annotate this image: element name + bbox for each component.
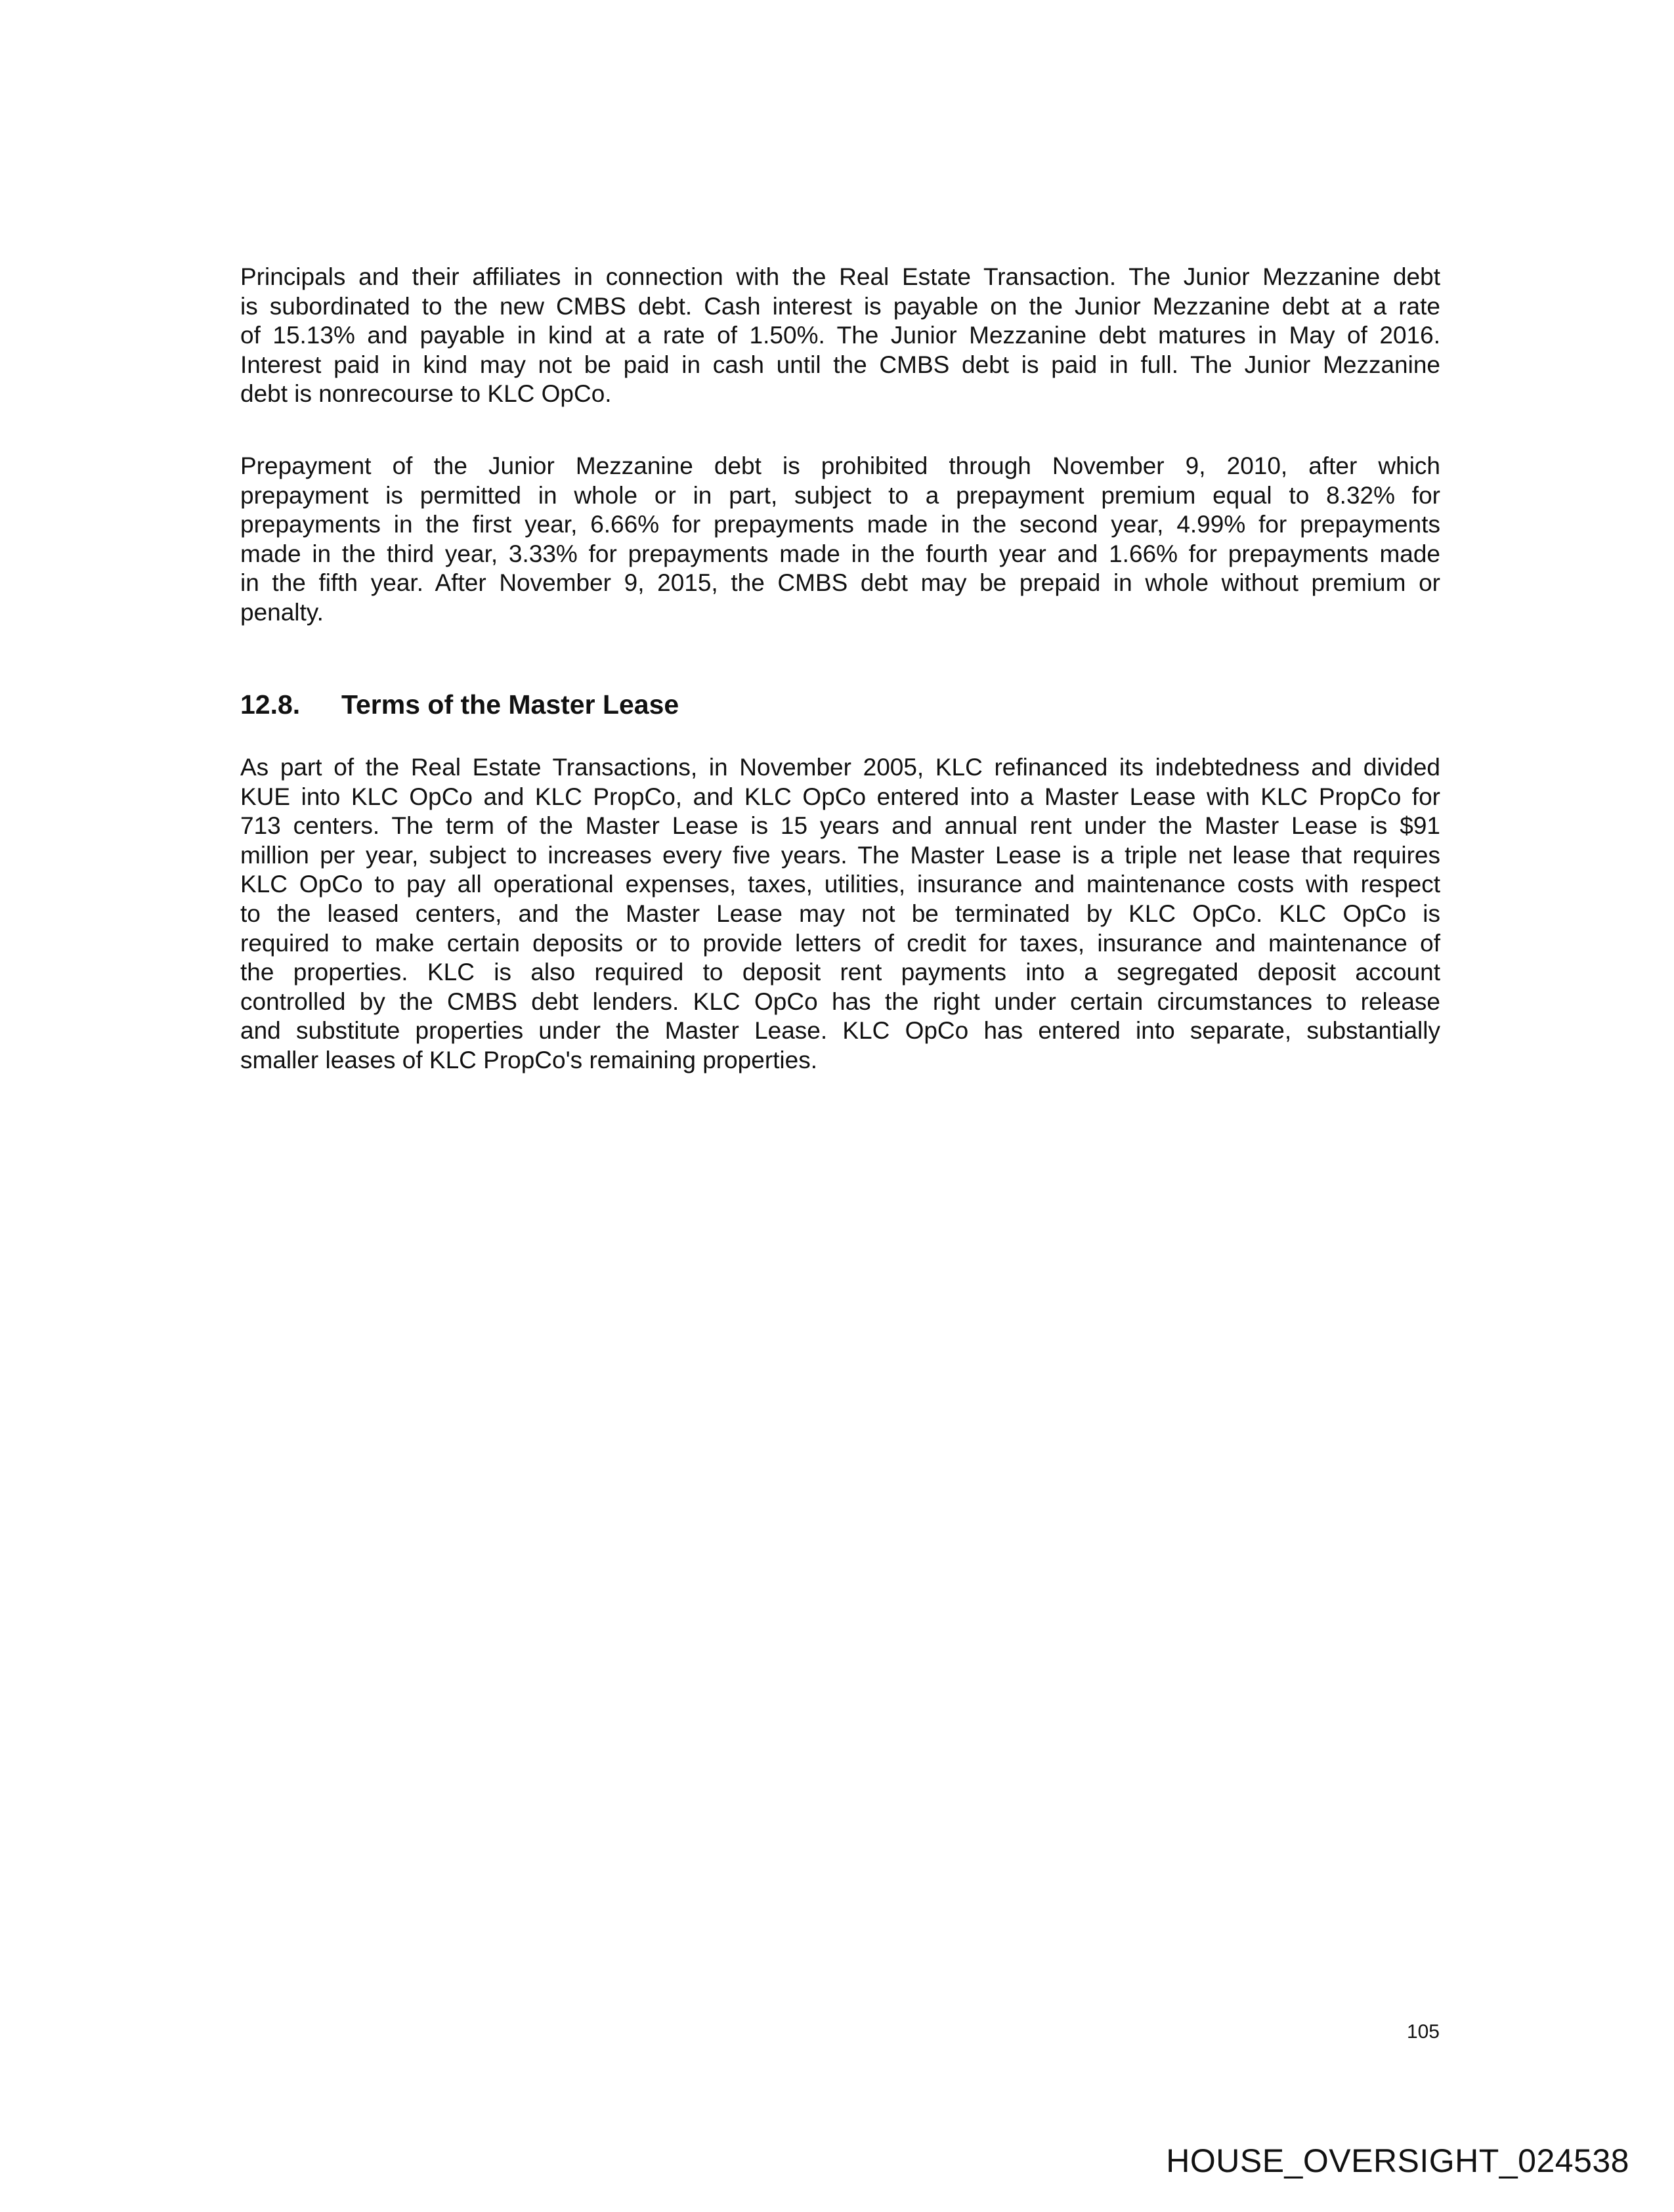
text-line: million per year, subject to increases every five years. The Master Lease is a triple net lease that requires [240, 841, 1440, 869]
text-line: made in the third year, 3.33% for prepayments made in the fourth year and 1.66% for prepayments made [240, 540, 1440, 567]
section-title: Terms of the Master Lease [341, 689, 679, 720]
bates-stamp: HOUSE_OVERSIGHT_024538 [1166, 2142, 1629, 2179]
text-line: of 15.13% and payable in kind at a rate of 1.50%. The Junior Mezzanine debt matures in May of 2016. [240, 322, 1440, 349]
text-line: required to make certain deposits or to provide letters of credit for taxes, insurance and maintenance of [240, 929, 1440, 957]
paragraph-master-lease-terms [240, 753, 1440, 1075]
text-line: KLC OpCo to pay all operational expenses, taxes, utilities, insurance and maintenance costs with respect [240, 871, 1440, 898]
section-heading [240, 689, 679, 720]
text-line: the properties. KLC is also required to deposit rent payments into a segregated deposit account [240, 959, 1440, 986]
text-line: controlled by the CMBS debt lenders. KLC OpCo has the right under certain circumstances to release [240, 987, 1440, 1015]
text-line: smaller leases of KLC PropCo's remaining properties. [240, 1046, 818, 1073]
page-number: 105 [1406, 2021, 1440, 2043]
text-line: to the leased centers, and the Master Lease may not be terminated by KLC OpCo. KLC OpCo is [240, 900, 1440, 927]
paragraph-prepayment-terms [240, 452, 1440, 628]
text-line: debt is nonrecourse to KLC OpCo. [240, 380, 612, 408]
text-line: Interest paid in kind may not be paid in cash until the CMBS debt is paid in full. The Junior Mezzanine [240, 351, 1440, 378]
text-line: and substitute properties under the Master Lease. KLC OpCo has entered into separate, substantially [240, 1017, 1440, 1045]
text-line: prepayments in the first year, 6.66% for prepayments made in the second year, 4.99% for prepayments [240, 511, 1440, 538]
text-line: Principals and their affiliates in connection with the Real Estate Transaction. The Junior Mezzanine debt [240, 263, 1440, 290]
section-number: 12.8. [240, 689, 301, 720]
text-line: in the fifth year. After November 9, 2015, the CMBS debt may be prepaid in whole without premium or [240, 569, 1440, 597]
text-line: KUE into KLC OpCo and KLC PropCo, and KLC OpCo entered into a Master Lease with KLC PropCo for [240, 783, 1440, 810]
text-line: is subordinated to the new CMBS debt. Cash interest is payable on the Junior Mezzanine debt at a rate [240, 292, 1440, 320]
text-line: penalty. [240, 598, 324, 626]
paragraph-junior-mezzanine-terms [240, 263, 1440, 409]
text-line: prepayment is permitted in whole or in part, subject to a prepayment premium equal to 8.32% for [240, 481, 1440, 509]
text-line: Prepayment of the Junior Mezzanine debt is prohibited through November 9, 2010, after which [240, 452, 1440, 479]
text-line: As part of the Real Estate Transactions, in November 2005, KLC refinanced its indebtedness and divided [240, 754, 1440, 781]
text-line: 713 centers. The term of the Master Lease is 15 years and annual rent under the Master Lease is $91 [240, 812, 1440, 840]
